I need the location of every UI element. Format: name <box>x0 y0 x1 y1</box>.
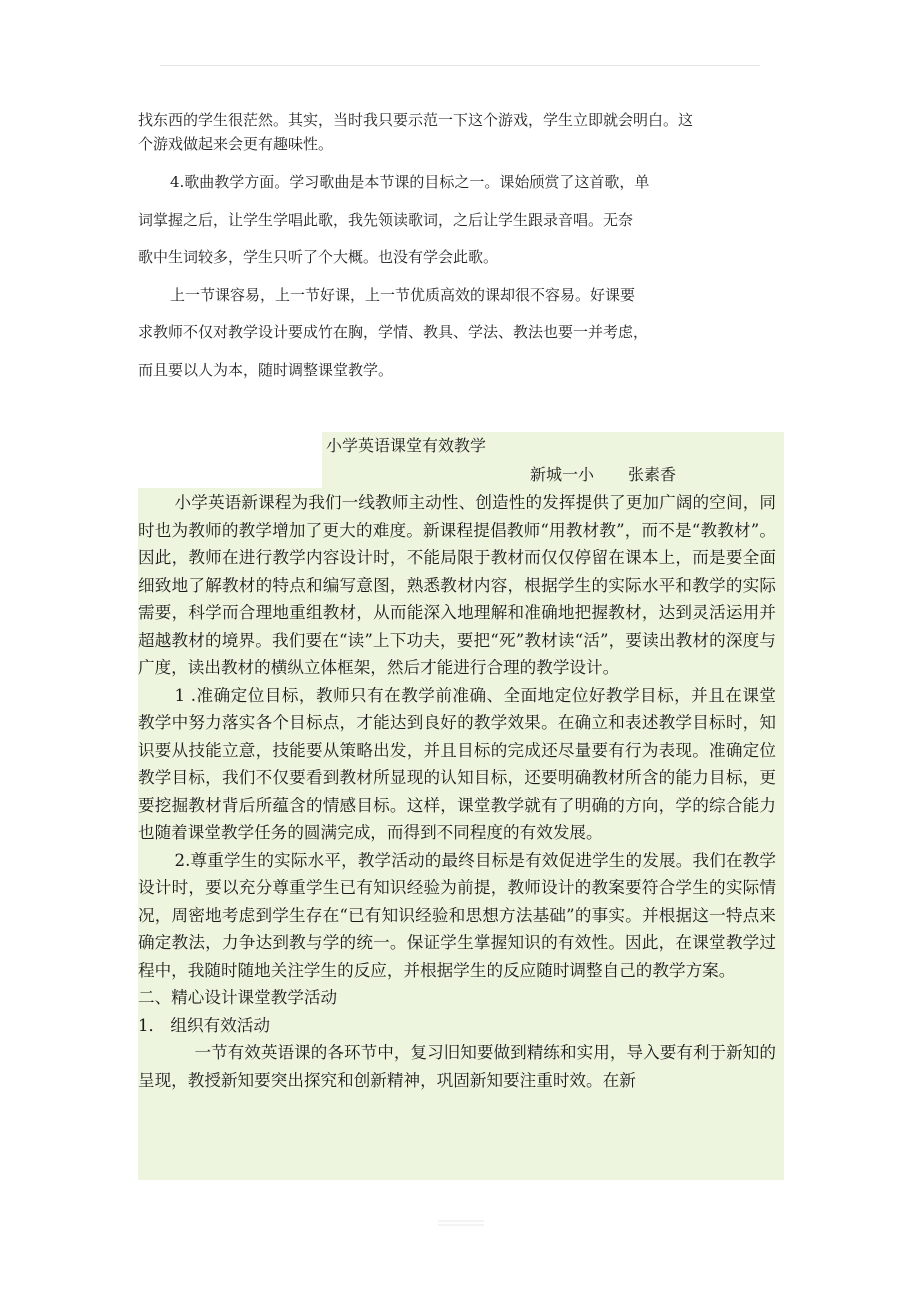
article-byline <box>530 463 676 487</box>
intro-paragraph: 小学英语新课程为我们一线教师主动性、创造性的发挥提供了更加广阔的空间，同时也为教师的教学增加了更大的难度。新课程提倡教师“用教材教”，而不是“教教材”。因此，教师在进行教学内容设计时，不能局限于教材而仅仅停留在课本上，而是要全面细致地了解教材的特点和编写意图，熟悉教材内容，根据学生的实际水平和教学的实际需要，科学而合理地重组教材，从而能深入地理解和准确地把握教材，达到灵活运用并超越教材的境界。我们要在“读”上下功夫，要把“死”教材读“活”，要读出教材的深度与广度，读出教材的横纵立体框架，然后才能进行合理的教学设计。 <box>138 493 776 677</box>
final-paragraph: 一节有效英语课的各环节中，复习旧知要做到精练和实用，导入要有利于新知的呈现，教授新知要突出探究和创新精神，巩固新知要注重时效。在新 <box>138 1043 776 1090</box>
text-line: 个游戏做起来会更有趣味性。 <box>138 135 334 153</box>
footer-mark <box>438 1220 484 1228</box>
subheading-1: 1． 组织有效活动 <box>138 1015 270 1035</box>
article-title: 小学英语课堂有效教学 <box>326 436 487 455</box>
point-2-paragraph: 2.尊重学生的实际水平，教学活动的最终目标是有效促进学生的发展。我们在教学设计时，要以充分尊重学生已有知识经验为前提，教师设计的教案要符合学生的实际情况，周密地考虑到学生存在“已有知识经验和思想方法基础”的事实。并根据这一特点来确定教法，力争达到教与学的统一。保证学生掌握知识的有效性。因此，在课堂教学过程中，我随时随地关注学生的反应，并根据学生的反应随时调整自己的教学方案。 <box>138 850 776 980</box>
point-1-paragraph: 1 .准确定位目标，教师只有在教学前准确、全面地定位好教学目标，并且在课堂教学中努力落实各个目标点，才能达到良好的教学效果。在确立和表述教学目标时，知识要从技能立意，技能要从策略出发，并且目标的完成还尽量要有行为表现。准确定位教学目标，我们不仅要看到教材所显现的认知目标，还要明确教材所含的能力目标，更要挖掘教材背后所蕴含的情感目标。这样，课堂教学就有了明确的方向，学的综合能力也随着课堂教学任务的圆满完成，而得到不同程度的有效发展。 <box>138 685 776 842</box>
header-rule <box>160 65 760 66</box>
author-name: 张素香 <box>628 465 677 484</box>
author-school: 新城一小 <box>530 465 595 484</box>
text-line: 词掌握之后，让学生学唱此歌，我先领读歌词，之后让学生跟录音唱。无奈 <box>138 211 634 229</box>
text-line: 4.歌曲教学方面。学习歌曲是本节课的目标之一。课始颀赏了这首歌，单 <box>170 173 650 191</box>
text-line: 而且要以人为本，随时调整课堂教学。 <box>138 361 394 379</box>
section-2-heading: 二、精心设计课堂教学活动 <box>138 988 338 1007</box>
text-line: 找东西的学生很茫然。其实，当时我只要示范一下这个游戏，学生立即就会明白。这 <box>138 111 694 129</box>
text-line: 求教师不仅对教学设计要成竹在胸，学情、教具、学法、教法也要一并考虑， <box>138 323 649 341</box>
text-line: 上一节课容易，上一节好课，上一节优质高效的课却很不容易。好课要 <box>170 286 636 304</box>
article-body <box>138 489 776 1094</box>
text-line: 歌中生词较多，学生只听了个大概。也没有学会此歌。 <box>138 248 499 266</box>
